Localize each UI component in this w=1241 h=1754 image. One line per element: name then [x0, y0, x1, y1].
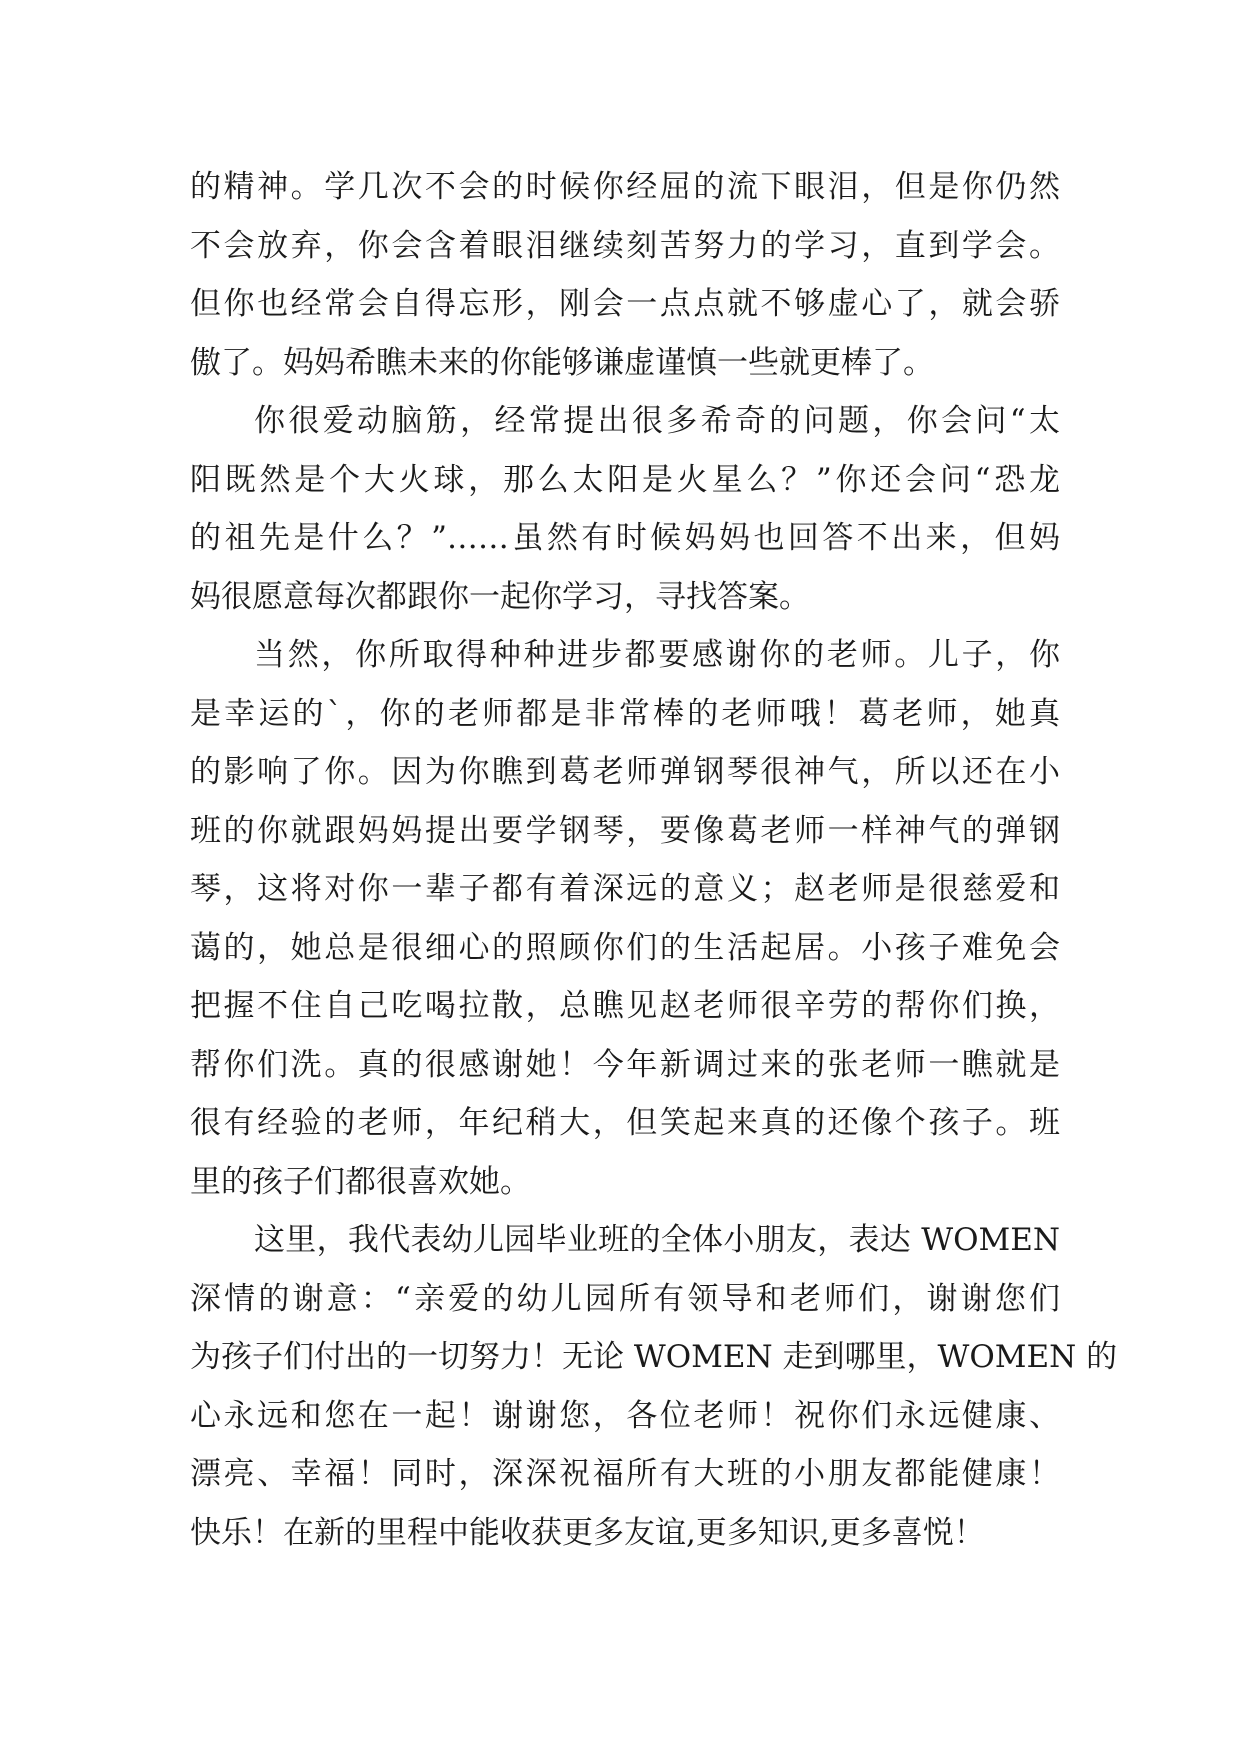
text-line: 是幸运的`，你的老师都是非常棒的老师哦！葛老师，她真 [190, 695, 1060, 732]
text-line: 这里，我代表幼儿园毕业班的全体小朋友，表达 WOMEN [254, 1222, 1060, 1258]
text-line: 琴，这将对你一辈子都有着深远的意义；赵老师是很慈爱和 [190, 871, 1060, 907]
text-line: 漂亮、幸福！同时，深深祝福所有大班的小朋友都能健康！ [190, 1456, 1060, 1492]
text-line: 的祖先是什么？”……虽然有时候妈妈也回答不出来，但妈 [190, 520, 1060, 556]
text-line: 深情的谢意：“亲爱的幼儿园所有领导和老师们，谢谢您们 [190, 1280, 1060, 1317]
text-line: 但你也经常会自得忘形，刚会一点点就不够虚心了，就会骄 [190, 286, 1060, 322]
text-line: 当然，你所取得种种进步都要感谢你的老师。儿子，你 [254, 637, 1060, 673]
document-body [190, 158, 1118, 1562]
text-line: 班的你就跟妈妈提出要学钢琴，要像葛老师一样神气的弹钢 [190, 812, 1060, 849]
text-line: 很有经验的老师，年纪稍大，但笑起来真的还像个孩子。班 [190, 1105, 1060, 1141]
text-line: 心永远和您在一起！谢谢您，各位老师！祝你们永远健康、 [190, 1397, 1060, 1434]
text-line: 的精神。学几次不会的时候你经屈的流下眼泪，但是你仍然 [190, 169, 1060, 205]
text-line: 你很爱动脑筋，经常提出很多希奇的问题，你会问“太 [254, 403, 1060, 439]
text-line: 帮你们洗。真的很感谢她！今年新调过来的张老师一瞧就是 [190, 1046, 1060, 1083]
text-line: 里的孩子们都很喜欢她。 [190, 1163, 531, 1200]
text-line: 蔼的，她总是很细心的照顾你们的生活起居。小孩子难免会 [190, 929, 1060, 966]
text-line: 妈很愿意每次都跟你一起你学习，寻找答案。 [190, 578, 810, 615]
text-line: 傲了。妈妈希瞧未来的你能够谦虚谨慎一些就更棒了。 [190, 344, 934, 381]
text-line: 不会放弃，你会含着眼泪继续刻苦努力的学习，直到学会。 [190, 227, 1060, 264]
text-line: 快乐！在新的里程中能收获更多友谊,更多知识,更多喜悦！ [190, 1514, 985, 1551]
text-line: 把握不住自己吃喝拉散，总瞧见赵老师很辛劳的帮你们换， [190, 988, 1060, 1024]
text-line: 阳既然是个大火球，那么太阳是火星么？”你还会问“恐龙 [190, 461, 1060, 498]
text-line: 的影响了你。因为你瞧到葛老师弹钢琴很神气，所以还在小 [190, 754, 1060, 790]
text-line: 为孩子们付出的一切努力！无论 WOMEN 走到哪里，WOMEN 的 [190, 1339, 1118, 1375]
